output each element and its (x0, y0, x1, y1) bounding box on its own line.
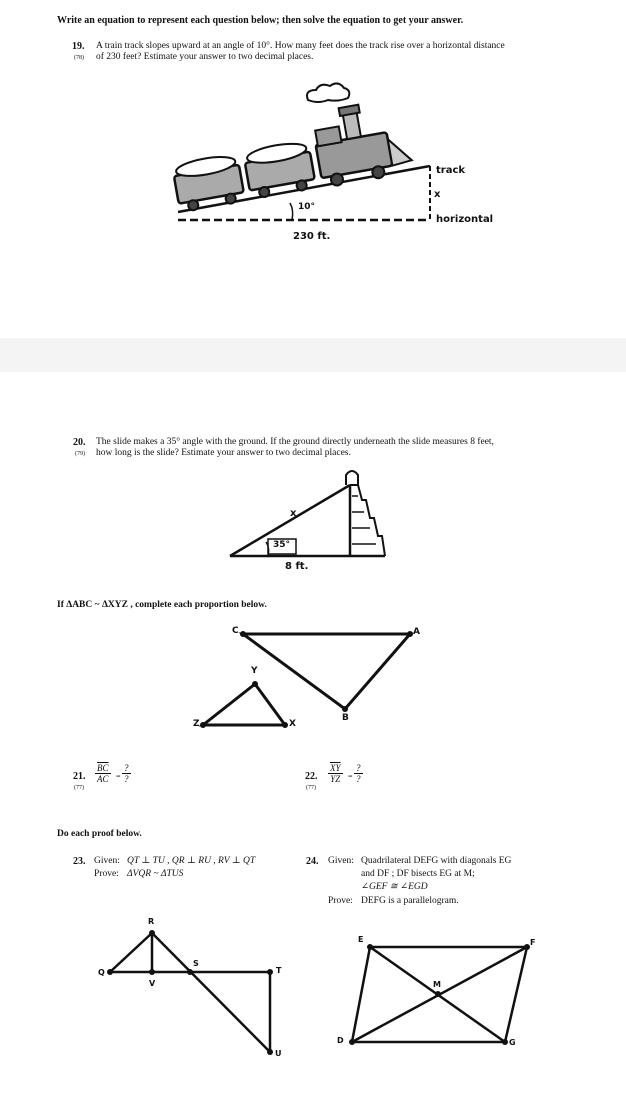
line-ru (152, 933, 270, 1052)
q21-number: 21. (73, 771, 86, 782)
point-y: Y (251, 666, 258, 676)
q19-number: 19. (72, 41, 85, 52)
pt-q: Q (98, 968, 105, 977)
q21-ref: (77) (74, 785, 84, 791)
q22-eq: = (348, 772, 353, 781)
q20-line2: how long is the slide? Estimate your answer to two decimal places. (96, 448, 351, 458)
slide-label-x: x (290, 508, 297, 519)
q22-blank-den: ? (356, 774, 361, 784)
pt-v: V (149, 979, 156, 988)
label-angle-10: 10° (298, 202, 316, 212)
q24-given3: ∠GEF ≅ ∠EGD (361, 882, 428, 892)
pt-r: R (148, 917, 155, 926)
point-x: X (289, 719, 296, 729)
slide-figure (0, 372, 626, 1098)
q20-ref: (79) (75, 451, 85, 457)
point-a: A (413, 627, 420, 637)
point-z: Z (193, 719, 200, 729)
q24-number: 24. (306, 856, 319, 867)
label-x-rise: x (434, 189, 441, 200)
instructions: Write an equation to represent each question below; then solve the equation to get your answer. (57, 15, 464, 26)
q23-given: QT ⊥ TU , QR ⊥ RU , RV ⊥ QT (127, 856, 256, 866)
q22-ref: (77) (306, 785, 316, 791)
angle-arc (290, 203, 293, 220)
q20-line1: The slide makes a 35° angle with the ground. If the ground directly underneath the slide measures 8 feet, (96, 437, 494, 447)
pt-e: E (358, 935, 364, 944)
q22-num: $\overline{XY}$ (330, 763, 341, 773)
triangle-abc (243, 634, 410, 709)
q20-number: 20. (73, 437, 86, 448)
q19-line2: of 230 feet? Estimate your answer to two decimal places. (96, 52, 314, 62)
q22-blank-num: ? (356, 763, 361, 773)
q23-given-label: Given: (94, 856, 120, 866)
page-2 (0, 372, 626, 1098)
q19-line1: A train track slopes upward at an angle of 10°. How many feet does the track rise over a horizontal distance (96, 41, 505, 51)
point-b: B (342, 713, 349, 723)
q24-given1: Quadrilateral DEFG with diagonals EG (361, 856, 512, 866)
q22-den: YZ (330, 774, 341, 784)
train-car-1 (172, 153, 246, 213)
q24-prove-label: Prove: (328, 896, 353, 906)
page-1 (0, 0, 626, 338)
label-track: track (436, 165, 466, 176)
proof-intro: Do each proof below. (57, 829, 142, 839)
slide-label-8ft: 8 ft. (285, 561, 309, 572)
pt-m: M (433, 980, 441, 989)
q23-prove: ΔVQR ~ ΔTUS (127, 869, 184, 879)
smoke (307, 83, 349, 102)
q21-fraction-left (95, 763, 111, 784)
pt-f: F (530, 938, 536, 947)
q23-prove-label: Prove: (94, 869, 119, 879)
pt-g: G (509, 1038, 516, 1047)
pt-u: U (275, 1049, 282, 1058)
label-horizontal: horizontal (436, 214, 494, 225)
pt-d: D (337, 1036, 344, 1045)
q21-fraction-right (122, 763, 131, 784)
slide-label-35: 35° (273, 540, 291, 550)
triangle-xyz (203, 684, 285, 725)
label-230ft: 230 ft. (293, 231, 331, 242)
q24-prove: DEFG is a parallelogram. (361, 896, 459, 906)
q22-number: 22. (305, 771, 318, 782)
q23-number: 23. (73, 856, 86, 867)
q21-blank-num: ? (124, 763, 129, 773)
q21-num: $\overline{BC}$ (97, 763, 109, 773)
similar-intro: If ΔABC ~ ΔXYZ , complete each proportion below. (57, 600, 267, 610)
q22-fraction-right (354, 763, 363, 784)
q19-ref: (78) (74, 55, 84, 61)
q21-den: AC (97, 774, 109, 784)
q24-given-label: Given: (328, 856, 354, 866)
slide-top (346, 471, 358, 485)
q21-eq: = (116, 772, 121, 781)
q22-fraction-left (328, 763, 343, 784)
q21-blank-den: ? (124, 774, 129, 784)
train-car-2 (243, 140, 317, 200)
train-figure (0, 0, 626, 338)
point-c: C (232, 626, 239, 636)
q24-given2: and DF ; DF bisects EG at M; (361, 869, 475, 879)
line-qr (110, 933, 152, 972)
locomotive (310, 97, 414, 188)
pt-s: S (193, 959, 199, 968)
pt-t: T (276, 966, 282, 975)
